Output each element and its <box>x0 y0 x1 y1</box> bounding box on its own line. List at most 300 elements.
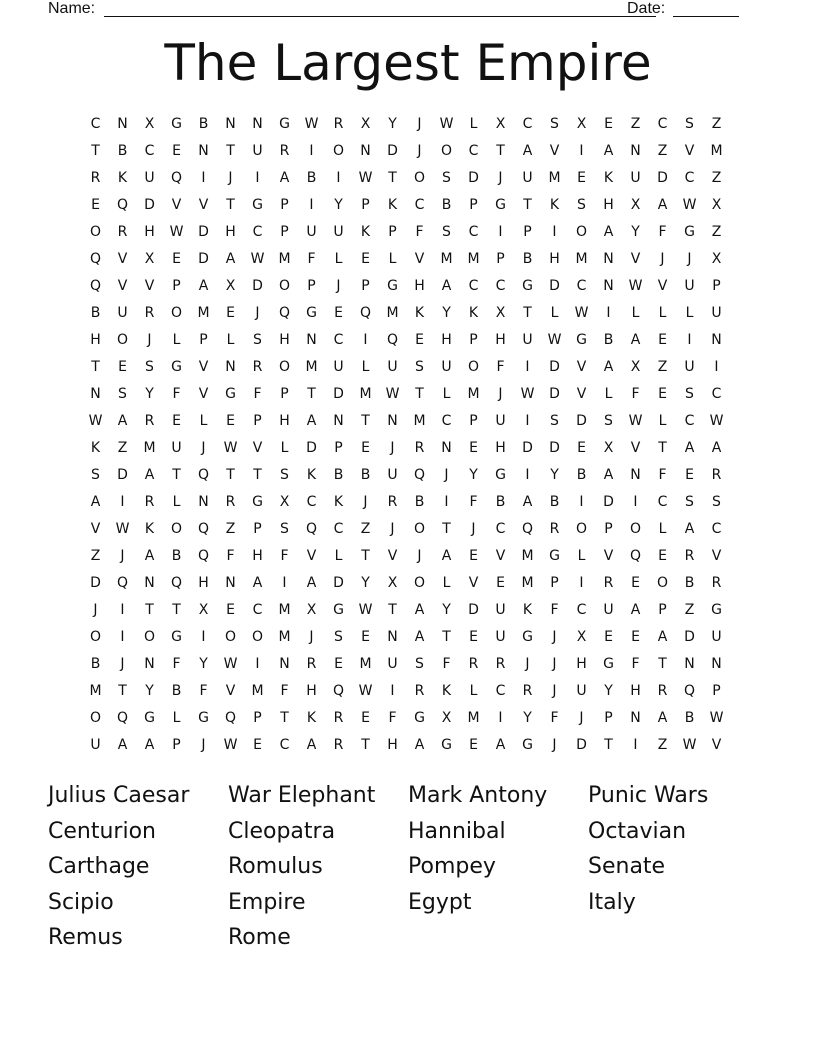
grid-letter: P <box>253 413 262 429</box>
grid-letter: M <box>521 575 534 591</box>
grid-letter: H <box>144 224 155 240</box>
word-bank-item: Punic Wars <box>588 783 709 808</box>
grid-letter: R <box>333 737 344 753</box>
grid-letter: K <box>117 170 128 186</box>
grid-letter: X <box>279 494 290 510</box>
name-label: Name: <box>48 0 96 17</box>
grid-letter: X <box>144 251 155 267</box>
word-bank-item: Julius Caesar <box>48 783 190 808</box>
grid-letter: P <box>280 386 289 402</box>
grid-letter: F <box>415 224 424 240</box>
grid-letter: X <box>360 116 371 132</box>
grid-letter: D <box>333 386 344 402</box>
grid-letter: R <box>414 683 425 699</box>
grid-letter: A <box>657 197 668 213</box>
grid-letter: D <box>117 467 128 483</box>
grid-letter: U <box>495 602 506 618</box>
grid-letter: N <box>144 656 155 672</box>
grid-letter: O <box>224 629 237 645</box>
grid-letter: X <box>198 602 209 618</box>
grid-letter: J <box>552 629 557 645</box>
grid-letter: D <box>522 440 533 456</box>
grid-letter: R <box>414 440 425 456</box>
grid-letter: R <box>387 494 398 510</box>
word-bank-item: Cleopatra <box>228 818 336 844</box>
grid-letter: H <box>495 440 506 456</box>
grid-letter: I <box>525 359 530 375</box>
grid-letter: E <box>361 251 370 267</box>
grid-letter: J <box>660 251 665 267</box>
grid-letter: L <box>604 386 613 402</box>
grid-letter: B <box>684 575 695 591</box>
grid-letter: A <box>306 413 317 429</box>
grid-letter: S <box>280 521 289 537</box>
grid-letter: K <box>360 224 371 240</box>
grid-letter: O <box>89 710 102 726</box>
grid-letter: O <box>251 629 264 645</box>
grid-letter: I <box>579 575 584 591</box>
grid-letter: U <box>522 170 533 186</box>
grid-letter: B <box>684 710 695 726</box>
grid-letter: L <box>658 521 667 537</box>
grid-letter: P <box>280 224 289 240</box>
grid-letter: E <box>334 656 343 672</box>
grid-letter: A <box>603 359 614 375</box>
grid-letter: O <box>332 143 345 159</box>
grid-letter: A <box>522 143 533 159</box>
grid-letter: A <box>630 332 641 348</box>
grid-letter: E <box>334 305 343 321</box>
grid-letter: O <box>89 224 102 240</box>
grid-letter: B <box>360 467 371 483</box>
grid-letter: B <box>603 332 614 348</box>
grid-letter: U <box>171 440 182 456</box>
grid-letter: T <box>253 467 262 483</box>
grid-letter: F <box>226 548 235 564</box>
grid-letter: K <box>387 197 398 213</box>
grid-letter: G <box>495 467 506 483</box>
grid-letter: P <box>523 224 532 240</box>
word-bank <box>48 778 768 956</box>
grid-letter: W <box>358 170 373 186</box>
grid-letter: N <box>360 143 371 159</box>
grid-letter: E <box>415 332 424 348</box>
grid-letter: Z <box>711 116 722 132</box>
grid-letter: Z <box>711 224 722 240</box>
grid-letter: A <box>144 737 155 753</box>
grid-letter: T <box>91 143 100 159</box>
grid-letter: J <box>552 656 557 672</box>
grid-letter: H <box>576 656 587 672</box>
grid-letter: D <box>549 386 560 402</box>
grid-letter: T <box>523 197 532 213</box>
word-bank-item: Hannibal <box>408 818 506 844</box>
grid-letter: K <box>549 197 560 213</box>
grid-letter: D <box>387 143 398 159</box>
grid-letter: W <box>574 305 589 321</box>
grid-letter: A <box>90 494 101 510</box>
grid-letter: A <box>441 278 452 294</box>
grid-letter: V <box>198 386 209 402</box>
grid-letter: M <box>548 170 561 186</box>
grid-letter: N <box>441 440 452 456</box>
word-bank-item: Senate <box>588 854 666 880</box>
grid-letter: K <box>333 494 344 510</box>
grid-letter: B <box>117 143 128 159</box>
grid-letter: G <box>549 548 560 564</box>
grid-letter: N <box>387 629 398 645</box>
name-blank-line <box>104 16 656 17</box>
grid-letter: L <box>550 305 559 321</box>
grid-letter: P <box>199 332 208 348</box>
grid-letter: C <box>495 683 506 699</box>
grid-letter: R <box>711 467 722 483</box>
grid-letter: N <box>711 332 722 348</box>
grid-letter: A <box>657 710 668 726</box>
grid-letter: R <box>333 116 344 132</box>
grid-letter: Z <box>225 521 236 537</box>
grid-letter: Z <box>684 602 695 618</box>
grid-letter: E <box>172 143 181 159</box>
grid-letter: J <box>525 656 530 672</box>
grid-letter: F <box>172 656 181 672</box>
grid-letter: W <box>682 197 697 213</box>
grid-letter: C <box>252 602 263 618</box>
grid-letter: U <box>333 359 344 375</box>
grid-letter: U <box>576 683 587 699</box>
grid-letter: W <box>520 386 535 402</box>
grid-letter: T <box>658 440 667 456</box>
grid-letter: X <box>711 251 722 267</box>
grid-letter: B <box>414 494 425 510</box>
grid-letter: M <box>278 602 291 618</box>
grid-letter: H <box>441 332 452 348</box>
grid-letter: U <box>684 359 695 375</box>
grid-letter: V <box>684 143 695 159</box>
grid-letter: U <box>306 224 317 240</box>
grid-letter: Z <box>657 737 668 753</box>
grid-letter: E <box>226 305 235 321</box>
grid-letter: S <box>604 413 613 429</box>
word-bank-item: Romulus <box>228 854 323 880</box>
grid-letter: E <box>469 440 478 456</box>
grid-letter: X <box>306 602 317 618</box>
grid-letter: A <box>198 278 209 294</box>
word-bank-item: Egypt <box>408 889 472 915</box>
grid-letter: K <box>603 170 614 186</box>
grid-letter: O <box>467 359 480 375</box>
grid-letter: J <box>417 116 422 132</box>
grid-letter: Y <box>361 575 370 591</box>
grid-letter: C <box>468 224 479 240</box>
grid-letter: G <box>387 278 398 294</box>
grid-letter: W <box>304 116 319 132</box>
grid-letter: C <box>684 170 695 186</box>
grid-letter: V <box>198 359 209 375</box>
grid-letter: V <box>144 278 155 294</box>
grid-letter: P <box>550 575 559 591</box>
grid-letter: T <box>388 602 397 618</box>
grid-letter: I <box>255 170 260 186</box>
grid-letter: N <box>198 494 209 510</box>
grid-letter: P <box>712 278 721 294</box>
grid-letter: E <box>469 548 478 564</box>
grid-letter: L <box>442 575 451 591</box>
grid-letter: W <box>223 656 238 672</box>
grid-letter: V <box>603 548 614 564</box>
grid-letter: N <box>225 359 236 375</box>
grid-letter: J <box>201 737 206 753</box>
grid-letter: H <box>549 251 560 267</box>
grid-letter: G <box>441 737 452 753</box>
grid-letter: I <box>525 413 530 429</box>
grid-letter: P <box>361 278 370 294</box>
date-blank-line <box>673 16 739 17</box>
grid-letter: A <box>522 494 533 510</box>
grid-letter: J <box>687 251 692 267</box>
grid-letter: B <box>90 656 101 672</box>
grid-letter: Y <box>550 467 559 483</box>
grid-letter: Z <box>711 170 722 186</box>
grid-letter: T <box>658 656 667 672</box>
grid-letter: U <box>711 305 722 321</box>
grid-letter: N <box>603 278 614 294</box>
grid-letter: W <box>439 116 454 132</box>
grid-letter: M <box>386 305 399 321</box>
grid-letter: S <box>415 359 424 375</box>
grid-letter: H <box>279 332 290 348</box>
grid-letter: A <box>252 575 263 591</box>
grid-letter: U <box>522 332 533 348</box>
grid-letter: Z <box>657 143 668 159</box>
grid-letter: E <box>361 710 370 726</box>
grid-letter: B <box>306 170 317 186</box>
grid-letter: O <box>656 575 669 591</box>
grid-letter: J <box>228 170 233 186</box>
grid-letter: G <box>576 332 587 348</box>
grid-letter: A <box>144 467 155 483</box>
grid-letter: A <box>117 413 128 429</box>
grid-letter: P <box>604 521 613 537</box>
grid-letter: T <box>91 359 100 375</box>
grid-letter: C <box>522 116 533 132</box>
grid-letter: N <box>630 710 641 726</box>
grid-letter: V <box>171 197 182 213</box>
grid-letter: O <box>575 521 588 537</box>
grid-letter: D <box>468 602 479 618</box>
grid-letter: P <box>469 197 478 213</box>
grid-letter: I <box>120 494 125 510</box>
grid-letter: I <box>363 332 368 348</box>
grid-letter: K <box>468 305 479 321</box>
grid-letter: C <box>657 116 668 132</box>
grid-letter: C <box>576 602 587 618</box>
grid-letter: T <box>172 602 181 618</box>
grid-letter: V <box>198 197 209 213</box>
grid-letter: Z <box>657 359 668 375</box>
grid-letter: R <box>306 656 317 672</box>
grid-letter: S <box>91 467 100 483</box>
grid-letter: O <box>278 359 291 375</box>
grid-letter: S <box>712 494 721 510</box>
grid-letter: T <box>388 170 397 186</box>
word-bank-item: Pompey <box>408 854 496 880</box>
grid-letter: M <box>278 251 291 267</box>
word-bank-item: Mark Antony <box>408 783 548 808</box>
grid-letter: R <box>468 656 479 672</box>
grid-letter: B <box>522 251 533 267</box>
grid-letter: P <box>712 683 721 699</box>
grid-letter: Q <box>521 521 534 537</box>
grid-letter: O <box>278 278 291 294</box>
grid-letter: E <box>172 413 181 429</box>
grid-letter: O <box>629 521 642 537</box>
grid-letter: T <box>172 467 181 483</box>
grid-letter: W <box>709 710 724 726</box>
grid-letter: H <box>279 413 290 429</box>
grid-letter: G <box>171 116 182 132</box>
grid-letter: W <box>682 737 697 753</box>
grid-letter: T <box>442 629 451 645</box>
grid-letter: F <box>658 224 667 240</box>
grid-letter: O <box>413 521 426 537</box>
grid-letter: P <box>361 197 370 213</box>
grid-letter: C <box>252 224 263 240</box>
grid-letter: F <box>550 710 559 726</box>
grid-letter: S <box>442 224 451 240</box>
grid-letter: P <box>334 440 343 456</box>
grid-letter: P <box>604 710 613 726</box>
grid-letter: M <box>467 710 480 726</box>
grid-letter: B <box>441 197 452 213</box>
grid-letter: H <box>630 683 641 699</box>
grid-letter: Q <box>629 548 642 564</box>
grid-letter: F <box>631 656 640 672</box>
grid-letter: I <box>498 224 503 240</box>
grid-letter: L <box>334 251 343 267</box>
grid-letter: I <box>336 170 341 186</box>
grid-letter: A <box>279 170 290 186</box>
grid-letter: U <box>387 467 398 483</box>
grid-letter: E <box>253 737 262 753</box>
grid-letter: B <box>333 467 344 483</box>
grid-letter: G <box>306 305 317 321</box>
grid-letter: M <box>710 143 723 159</box>
grid-letter: Q <box>683 683 696 699</box>
grid-letter: D <box>468 170 479 186</box>
grid-letter: A <box>414 629 425 645</box>
grid-letter: B <box>198 116 209 132</box>
grid-letter: H <box>387 737 398 753</box>
grid-letter: H <box>414 278 425 294</box>
grid-letter: I <box>525 467 530 483</box>
grid-letter: J <box>147 332 152 348</box>
grid-letter: S <box>550 116 559 132</box>
grid-letter: U <box>684 278 695 294</box>
grid-letter: L <box>388 251 397 267</box>
grid-letter: V <box>495 548 506 564</box>
grid-letter: C <box>414 197 425 213</box>
grid-letter: V <box>576 359 587 375</box>
grid-letter: J <box>93 602 98 618</box>
grid-letter: J <box>336 278 341 294</box>
grid-letter: Z <box>360 521 371 537</box>
grid-letter: I <box>633 494 638 510</box>
grid-letter: Z <box>117 440 128 456</box>
grid-letter: M <box>521 548 534 564</box>
grid-letter: Y <box>631 224 640 240</box>
word-bank-item: Empire <box>228 889 306 915</box>
grid-letter: D <box>198 251 209 267</box>
grid-letter: N <box>225 116 236 132</box>
grid-letter: Q <box>197 467 210 483</box>
grid-letter: L <box>469 116 478 132</box>
grid-letter: Y <box>442 602 451 618</box>
grid-letter: G <box>198 710 209 726</box>
grid-letter: Q <box>89 251 102 267</box>
grid-letter: E <box>577 170 586 186</box>
grid-letter: Q <box>116 197 129 213</box>
grid-letter: R <box>549 521 560 537</box>
grid-letter: W <box>385 386 400 402</box>
grid-letter: I <box>552 224 557 240</box>
grid-letter: F <box>496 359 505 375</box>
grid-letter: A <box>414 737 425 753</box>
grid-letter: Q <box>197 521 210 537</box>
grid-letter: W <box>358 602 373 618</box>
grid-letter: E <box>469 737 478 753</box>
grid-letter: A <box>441 548 452 564</box>
grid-letter: A <box>684 440 695 456</box>
grid-letter: L <box>226 332 235 348</box>
grid-letter: K <box>441 683 452 699</box>
grid-letter: G <box>522 629 533 645</box>
grid-letter: T <box>442 521 451 537</box>
grid-letter: R <box>657 683 668 699</box>
grid-letter: I <box>255 656 260 672</box>
grid-letter: N <box>279 656 290 672</box>
grid-letter: B <box>171 683 182 699</box>
grid-letter: R <box>279 143 290 159</box>
grid-letter: T <box>226 467 235 483</box>
grid-letter: W <box>628 278 643 294</box>
grid-letter: D <box>549 278 560 294</box>
grid-letter: A <box>684 521 695 537</box>
date-label: Date: <box>627 0 666 17</box>
grid-letter: M <box>197 305 210 321</box>
grid-letter: R <box>495 656 506 672</box>
grid-letter: I <box>309 143 314 159</box>
grid-letter: N <box>684 656 695 672</box>
grid-letter: F <box>388 710 397 726</box>
grid-letter: E <box>685 467 694 483</box>
grid-letter: N <box>711 656 722 672</box>
grid-letter: C <box>711 386 722 402</box>
grid-letter: X <box>495 305 506 321</box>
grid-letter: A <box>657 629 668 645</box>
grid-letter: V <box>306 548 317 564</box>
grid-letter: S <box>253 332 262 348</box>
grid-letter: Q <box>116 575 129 591</box>
grid-letter: U <box>252 143 263 159</box>
grid-letter: S <box>550 413 559 429</box>
grid-letter: I <box>201 170 206 186</box>
grid-letter: D <box>90 575 101 591</box>
grid-letter: V <box>630 251 641 267</box>
grid-letter: S <box>442 170 451 186</box>
page-title: The Largest Empire <box>164 34 652 92</box>
grid-letter: O <box>170 305 183 321</box>
